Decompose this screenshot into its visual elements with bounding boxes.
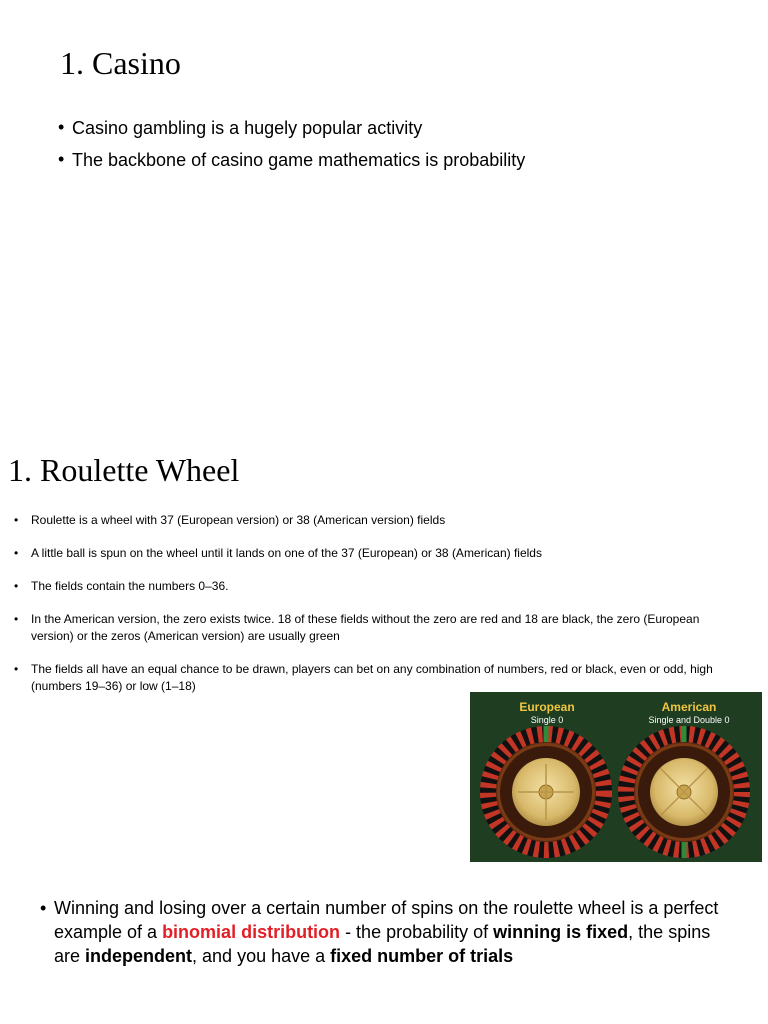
list-item: • The fields all have an equal chance to be drawn, players can bet on any combination of numbers, red or black, even or odd, high (numbers 19–36) or low (1–18) <box>14 662 713 693</box>
american-wheel-icon <box>622 726 746 858</box>
roulette-wheels-graphic <box>470 692 762 862</box>
american-sublabel: Single and Double 0 <box>648 715 730 725</box>
bullet-icon: • <box>14 612 19 626</box>
european-sublabel: Single 0 <box>530 715 564 725</box>
list-item: • A little ball is spun on the wheel until it lands on one of the 37 (European) or 38 (American) fields <box>14 546 542 560</box>
bullet-list <box>14 512 714 711</box>
bullet-icon: • <box>58 117 65 137</box>
slide-title: 1. Casino <box>60 45 181 81</box>
summary-bullet: • Winning and losing over a certain number of spins on the roulette wheel is a perfect example of a binomial distribution - the probability of winning is fixed, the spins are independent, and you have a fixed number of trials <box>40 898 719 966</box>
highlight-binomial-distribution: binomial distribution <box>162 922 341 942</box>
european-wheel-icon <box>484 726 608 854</box>
bullet-icon: • <box>14 546 19 560</box>
bullet-list <box>58 118 525 182</box>
bullet-icon: • <box>14 579 19 593</box>
list-item: • Roulette is a wheel with 37 (European version) or 38 (American version) fields <box>14 513 446 527</box>
roulette-wheels-image <box>470 692 762 862</box>
bullet-icon: • <box>14 513 19 527</box>
american-label: American <box>661 700 717 714</box>
list-item: • The backbone of casino game mathematics is probability <box>58 149 526 170</box>
list-item: • In the American version, the zero exists twice. 18 of these fields without the zero are red and 18 are black, the zero (European version) or the zeros (American version) are usually green <box>14 612 700 643</box>
slide-title: 1. Roulette Wheel <box>8 452 240 488</box>
bullet-icon: • <box>40 898 47 918</box>
list-item: • Casino gambling is a hugely popular activity <box>58 117 423 138</box>
slide-roulette-wheel <box>0 440 768 1024</box>
bullet-icon: • <box>58 149 65 169</box>
european-label: European <box>519 700 575 714</box>
list-item: • The fields contain the numbers 0–36. <box>14 579 229 593</box>
slide-casino <box>0 0 768 440</box>
bullet-icon: • <box>14 662 19 676</box>
